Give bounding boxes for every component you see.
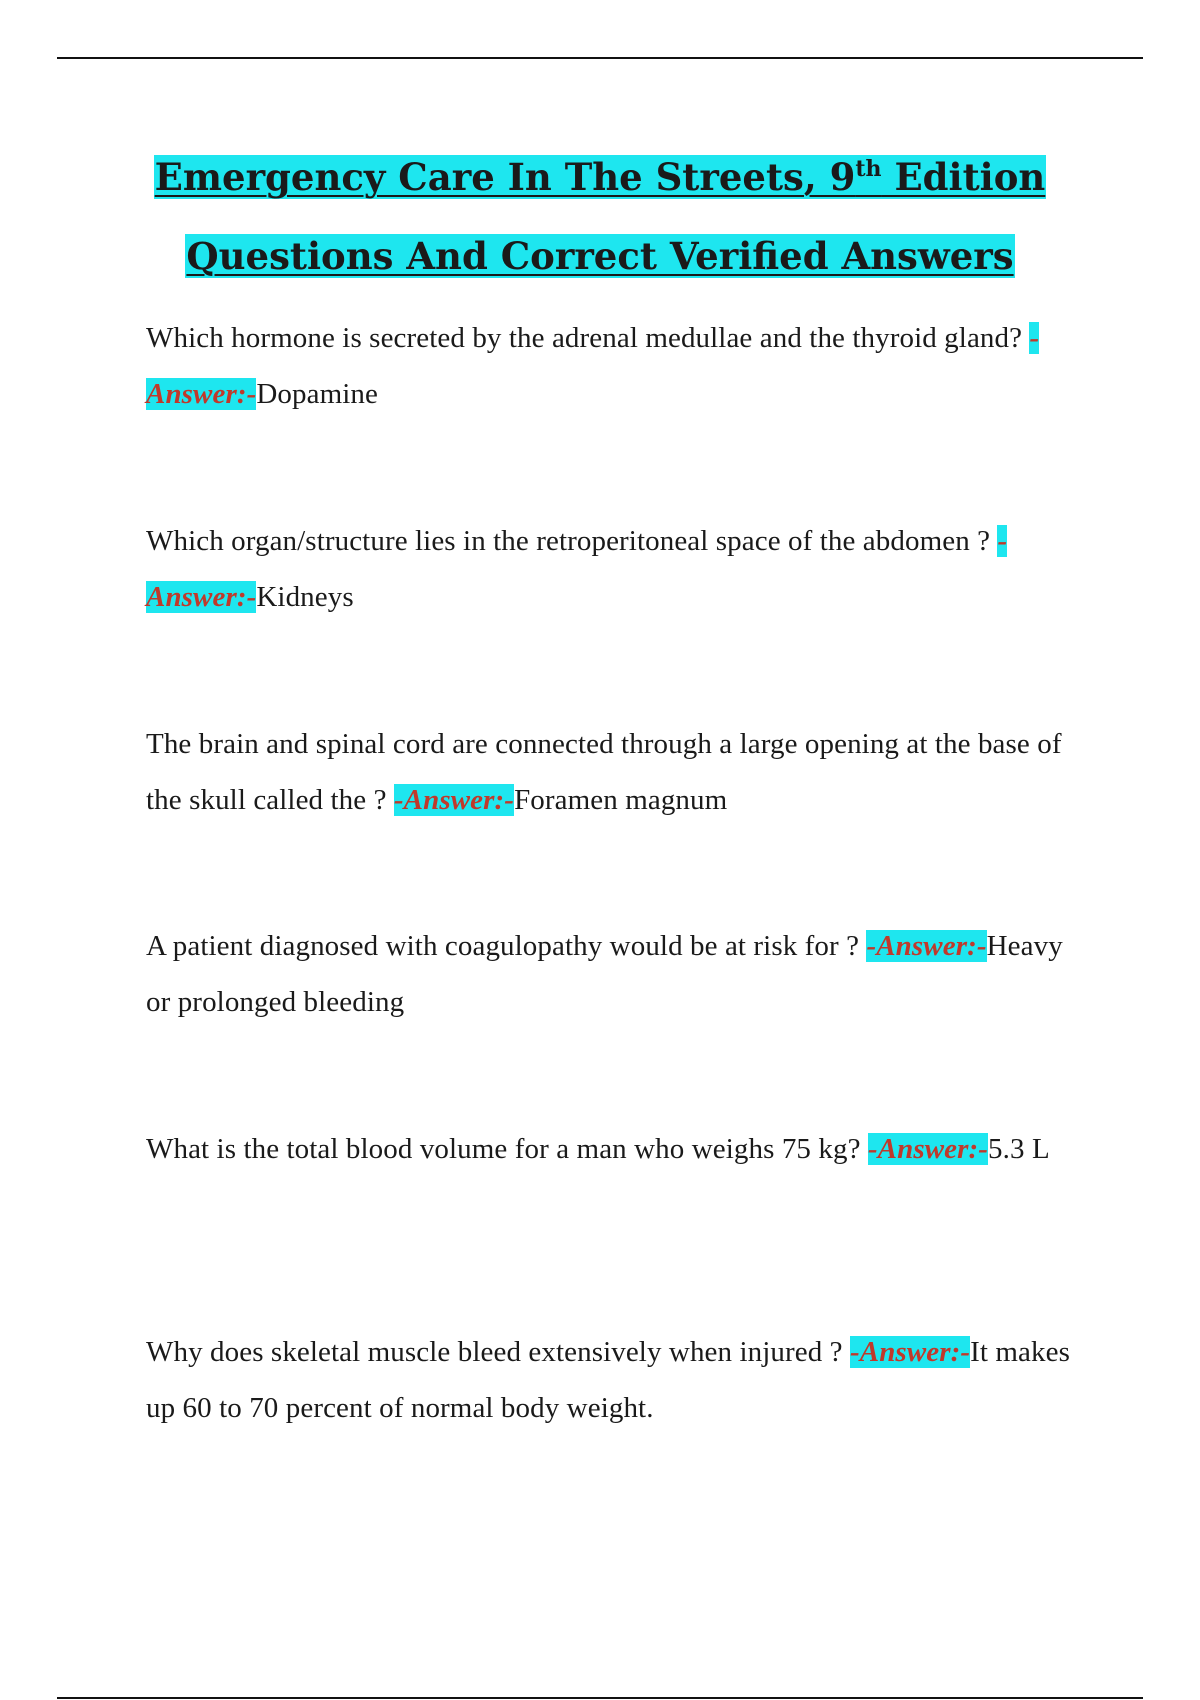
answer-label: -Answer:-: [867, 1133, 989, 1165]
answer-text: Kidneys: [256, 581, 354, 613]
answer-label: -Answer:-: [866, 930, 987, 962]
answer-text: Foramen magnum: [514, 784, 728, 816]
answer-text: It makes up 60 to 70 percent of normal body weight.: [146, 1336, 1070, 1424]
answer-label: -Answer:-: [850, 1336, 971, 1368]
answer-text: Heavy or prolonged bleeding: [146, 930, 1063, 1018]
question-text: Which organ/structure lies in the retroperitoneal space of the abdomen ?: [146, 525, 998, 557]
title-line-2-highlight: Questions And Correct Verified Answers: [186, 234, 1014, 278]
answer-text: Dopamine: [256, 378, 378, 410]
answer-label: -Answer:-: [146, 322, 1040, 410]
question-text: The brain and spinal cord are connected through a large opening at the base of the skull called the ?: [146, 728, 1062, 816]
qa-item-2: [146, 513, 1086, 625]
qa-item-5: [146, 1121, 1086, 1177]
bottom-rule: [57, 1697, 1143, 1699]
title-line-1-post: Edition: [881, 155, 1046, 199]
question-text: Why does skeletal muscle bleed extensively when injured ?: [146, 1336, 850, 1368]
answer-label: -Answer:-: [146, 525, 1008, 613]
title-line-1: [0, 138, 1200, 217]
title-line-1-pre: Emergency Care In The Streets, 9: [154, 155, 856, 199]
title-line-2: [0, 217, 1200, 296]
answer-label: -Answer:-: [393, 784, 515, 816]
question-text: Which hormone is secreted by the adrenal medullae and the thyroid gland?: [146, 322, 1030, 354]
question-text: A patient diagnosed with coagulopathy would be at risk for ?: [146, 930, 867, 962]
qa-item-1: [146, 310, 1086, 422]
top-rule: [57, 57, 1143, 59]
qa-item-3: [146, 716, 1086, 828]
title-superscript: th: [855, 156, 882, 182]
document-title: [0, 138, 1200, 296]
qa-item-4: [146, 918, 1086, 1030]
question-text: What is the total blood volume for a man who weighs 75 kg?: [146, 1133, 868, 1165]
answer-text: 5.3 L: [988, 1133, 1050, 1165]
title-line-1-highlight: [154, 155, 1047, 199]
qa-item-6: [146, 1324, 1086, 1436]
